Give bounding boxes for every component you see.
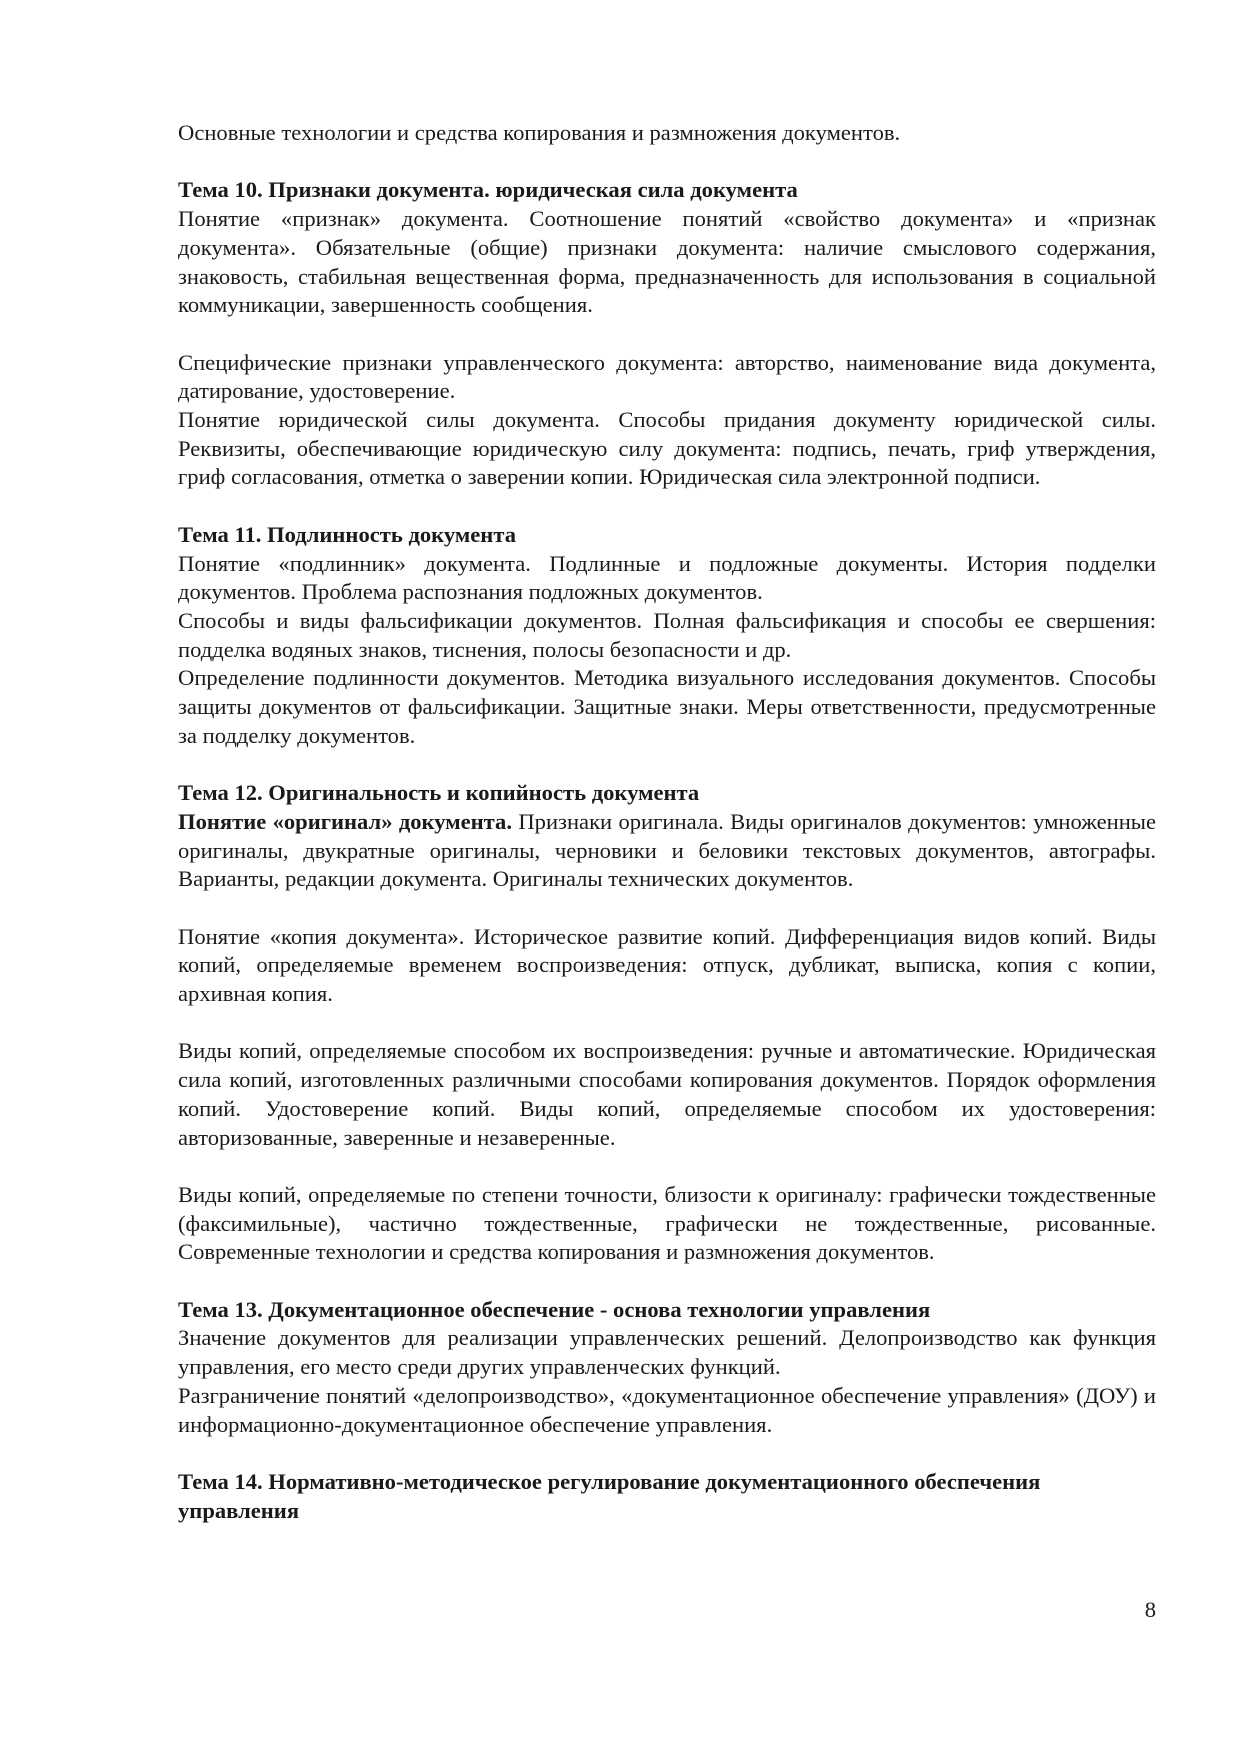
document-page bbox=[178, 119, 1156, 1525]
spacer bbox=[178, 492, 1156, 521]
page-number: 8 bbox=[1144, 1597, 1156, 1622]
topic-12-paragraph-2: Понятие «копия документа». Историческое развитие копий. Дифференциация видов копий. Виды копий, определяемые временем воспроизведения: отпуск, дубликат, выписка, копия с копии, архивная копия. bbox=[178, 923, 1156, 1007]
spacer bbox=[178, 148, 1156, 177]
topic-11-heading: Тема 11. Подлинность документа bbox=[178, 521, 516, 547]
spacer bbox=[178, 1152, 1156, 1181]
topic-12-paragraph-1 bbox=[178, 808, 1156, 894]
spacer bbox=[178, 320, 1156, 349]
topic-12-paragraph-1-text: Признаки оригинала. Виды оригиналов документов: умноженные оригиналы, двукратные оригиналы, черновики и беловики текстовых документов, автографы. Варианты, редакции документа. Оригиналы технических документов. bbox=[178, 808, 1156, 892]
spacer bbox=[178, 1439, 1156, 1468]
spacer bbox=[178, 1009, 1156, 1038]
topic-13-paragraph-2: Разграничение понятий «делопроизводство», «документационное обеспечение управления» (ДОУ) и информационно-документационное обеспечение управления. bbox=[178, 1382, 1156, 1437]
spacer bbox=[178, 1267, 1156, 1296]
topic-12-lead-term: Понятие «оригинал» документа. bbox=[178, 808, 513, 834]
topic-10-paragraph-3: Понятие юридической силы документа. Способы придания документу юридической силы. Реквизиты, обеспечивающие юридическую силу документа: подпись, печать, гриф утверждения, гриф согласования, отметка о заверении копии. Юридическая сила электронной подписи. bbox=[178, 407, 1156, 490]
spacer bbox=[178, 894, 1156, 923]
topic-10-paragraph-2: Специфические признаки управленческого документа: авторство, наименование вида документа, датирование, удостоверение. bbox=[178, 349, 1156, 404]
topic-11-paragraph-1: Понятие «подлинник» документа. Подлинные и подложные документы. История подделки документов. Проблема распознания подложных документов. bbox=[178, 550, 1156, 605]
topic-12-paragraph-3: Виды копий, определяемые способом их воспроизведения: ручные и автоматические. Юридическая сила копий, изготовленных различными способами копирования документов. Порядок оформления копий. Удостоверение копий. Виды копий, определяемые способом их удостоверения: авторизованные, заверенные и незаверенные. bbox=[178, 1038, 1156, 1150]
topic-12-heading: Тема 12. Оригинальность и копийность документа bbox=[178, 780, 700, 806]
topic-12-paragraph-4: Виды копий, определяемые по степени точности, близости к оригиналу: графически тождественные (факсимильные), частично тождественные, графически не тождественные, рисованные. Современные технологии и средства копирования и размножения документов. bbox=[178, 1181, 1156, 1265]
topic-11-paragraph-2: Способы и виды фальсификации документов. Полная фальсификация и способы ее свершения: подделка водяных знаков, тиснения, полосы безопасности и др. bbox=[178, 607, 1156, 662]
topic-10-paragraph-1: Понятие «признак» документа. Соотношение понятий «свойство документа» и «признак документа». Обязательные (общие) признаки документа: наличие смыслового содержания, знаковость, стабильная вещественная форма, предназначенность для использования в социальной коммуникации, завершенность сообщения. bbox=[178, 206, 1156, 318]
topic-13-heading: Тема 13. Документационное обеспечение - основа технологии управления bbox=[178, 1296, 931, 1322]
topic-14-heading: Тема 14. Нормативно-методическое регулирование документационного обеспечения управления bbox=[178, 1468, 1041, 1523]
spacer bbox=[178, 750, 1156, 779]
topic-10-heading: Тема 10. Признаки документа. юридическая сила документа bbox=[178, 177, 798, 203]
topic-11-paragraph-3: Определение подлинности документов. Методика визуального исследования документов. Способы защиты документов от фальсификации. Защитные знаки. Меры ответственности, предусмотренные за подделку документов. bbox=[178, 665, 1156, 748]
topic-13-paragraph-1: Значение документов для реализации управленческих решений. Делопроизводство как функция управления, его место среди других управленческих функций. bbox=[178, 1325, 1156, 1380]
intro-paragraph: Основные технологии и средства копирования и размножения документов. bbox=[178, 120, 901, 145]
